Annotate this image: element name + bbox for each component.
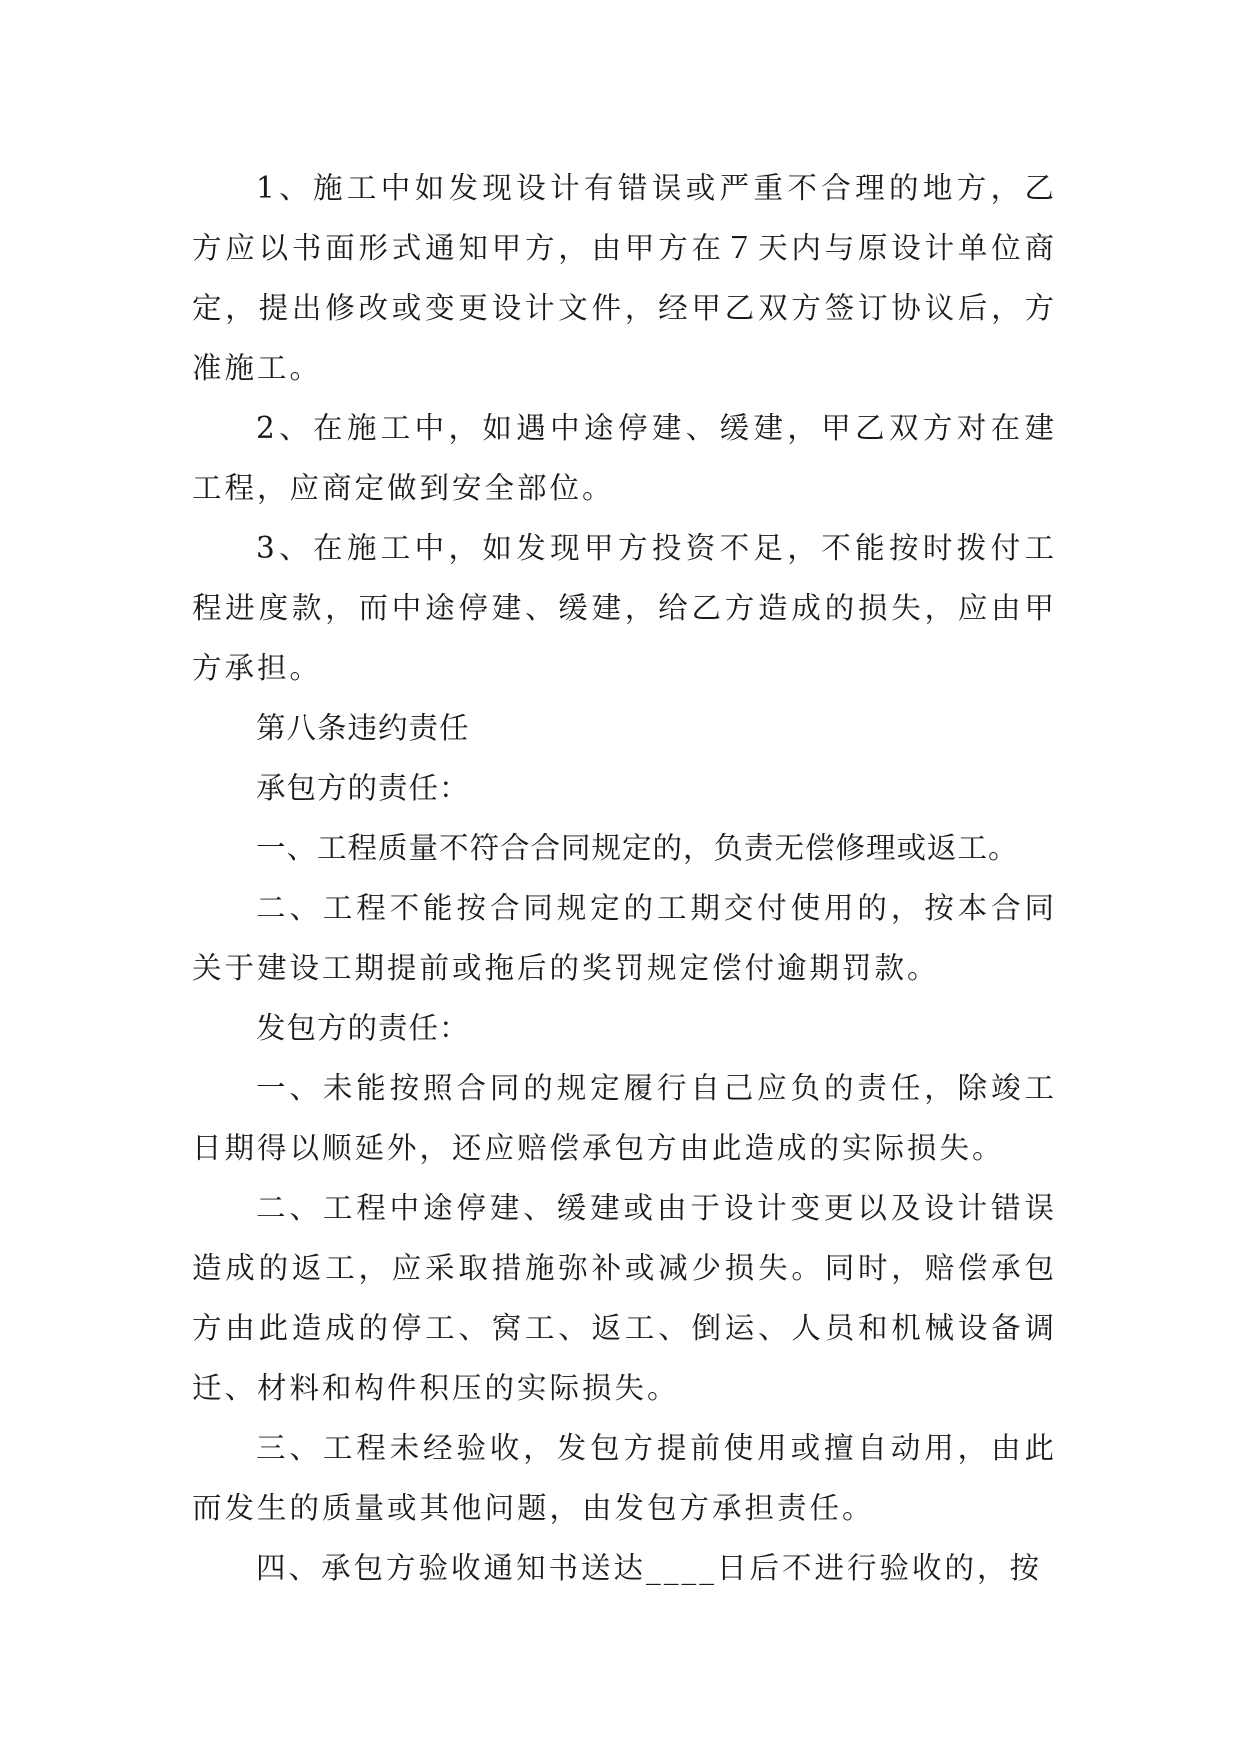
employer-item-4: 四、承包方验收通知书送达____日后不进行验收的，按 xyxy=(256,1551,1043,1585)
employer-responsibility-heading: 发包方的责任： xyxy=(256,1011,470,1045)
clause-3-paragraph: 3、在施工中，如发现甲方投资不足，不能按时拨付工程进度款，而中途停建、缓建，给乙方造成的损失，应由甲方承担。 xyxy=(192,531,1057,685)
contractor-item-2: 二、工程不能按合同规定的工期交付使用的，按本合同关于建设工期提前或拖后的奖罚规定偿付逾期罚款。 xyxy=(192,891,1057,985)
employer-item-1: 一、未能按照合同的规定履行自己应负的责任，除竣工日期得以顺延外，还应赔偿承包方由此造成的实际损失。 xyxy=(192,1071,1057,1165)
employer-item-2: 二、工程中途停建、缓建或由于设计变更以及设计错误造成的返工，应采取措施弥补或减少损失。同时，赔偿承包方由此造成的停工、窝工、返工、倒运、人员和机械设备调迁、材料和构件积压的实际损失。 xyxy=(192,1191,1057,1405)
clause-1-paragraph: 1、施工中如发现设计有错误或严重不合理的地方，乙方应以书面形式通知甲方，由甲方在７天内与原设计单位商定，提出修改或变更设计文件，经甲乙双方签订协议后，方准施工。 xyxy=(192,171,1057,385)
contractor-responsibility-heading: 承包方的责任： xyxy=(256,771,470,805)
document-page xyxy=(192,158,1057,1598)
contractor-item-1: 一、工程质量不符合合同规定的，负责无偿修理或返工。 xyxy=(256,831,1019,865)
article-8-heading: 第八条违约责任 xyxy=(256,711,470,745)
employer-item-3: 三、工程未经验收，发包方提前使用或擅自动用，由此而发生的质量或其他问题，由发包方承担责任。 xyxy=(192,1431,1057,1525)
clause-2-paragraph: 2、在施工中，如遇中途停建、缓建，甲乙双方对在建工程，应商定做到安全部位。 xyxy=(192,411,1057,505)
